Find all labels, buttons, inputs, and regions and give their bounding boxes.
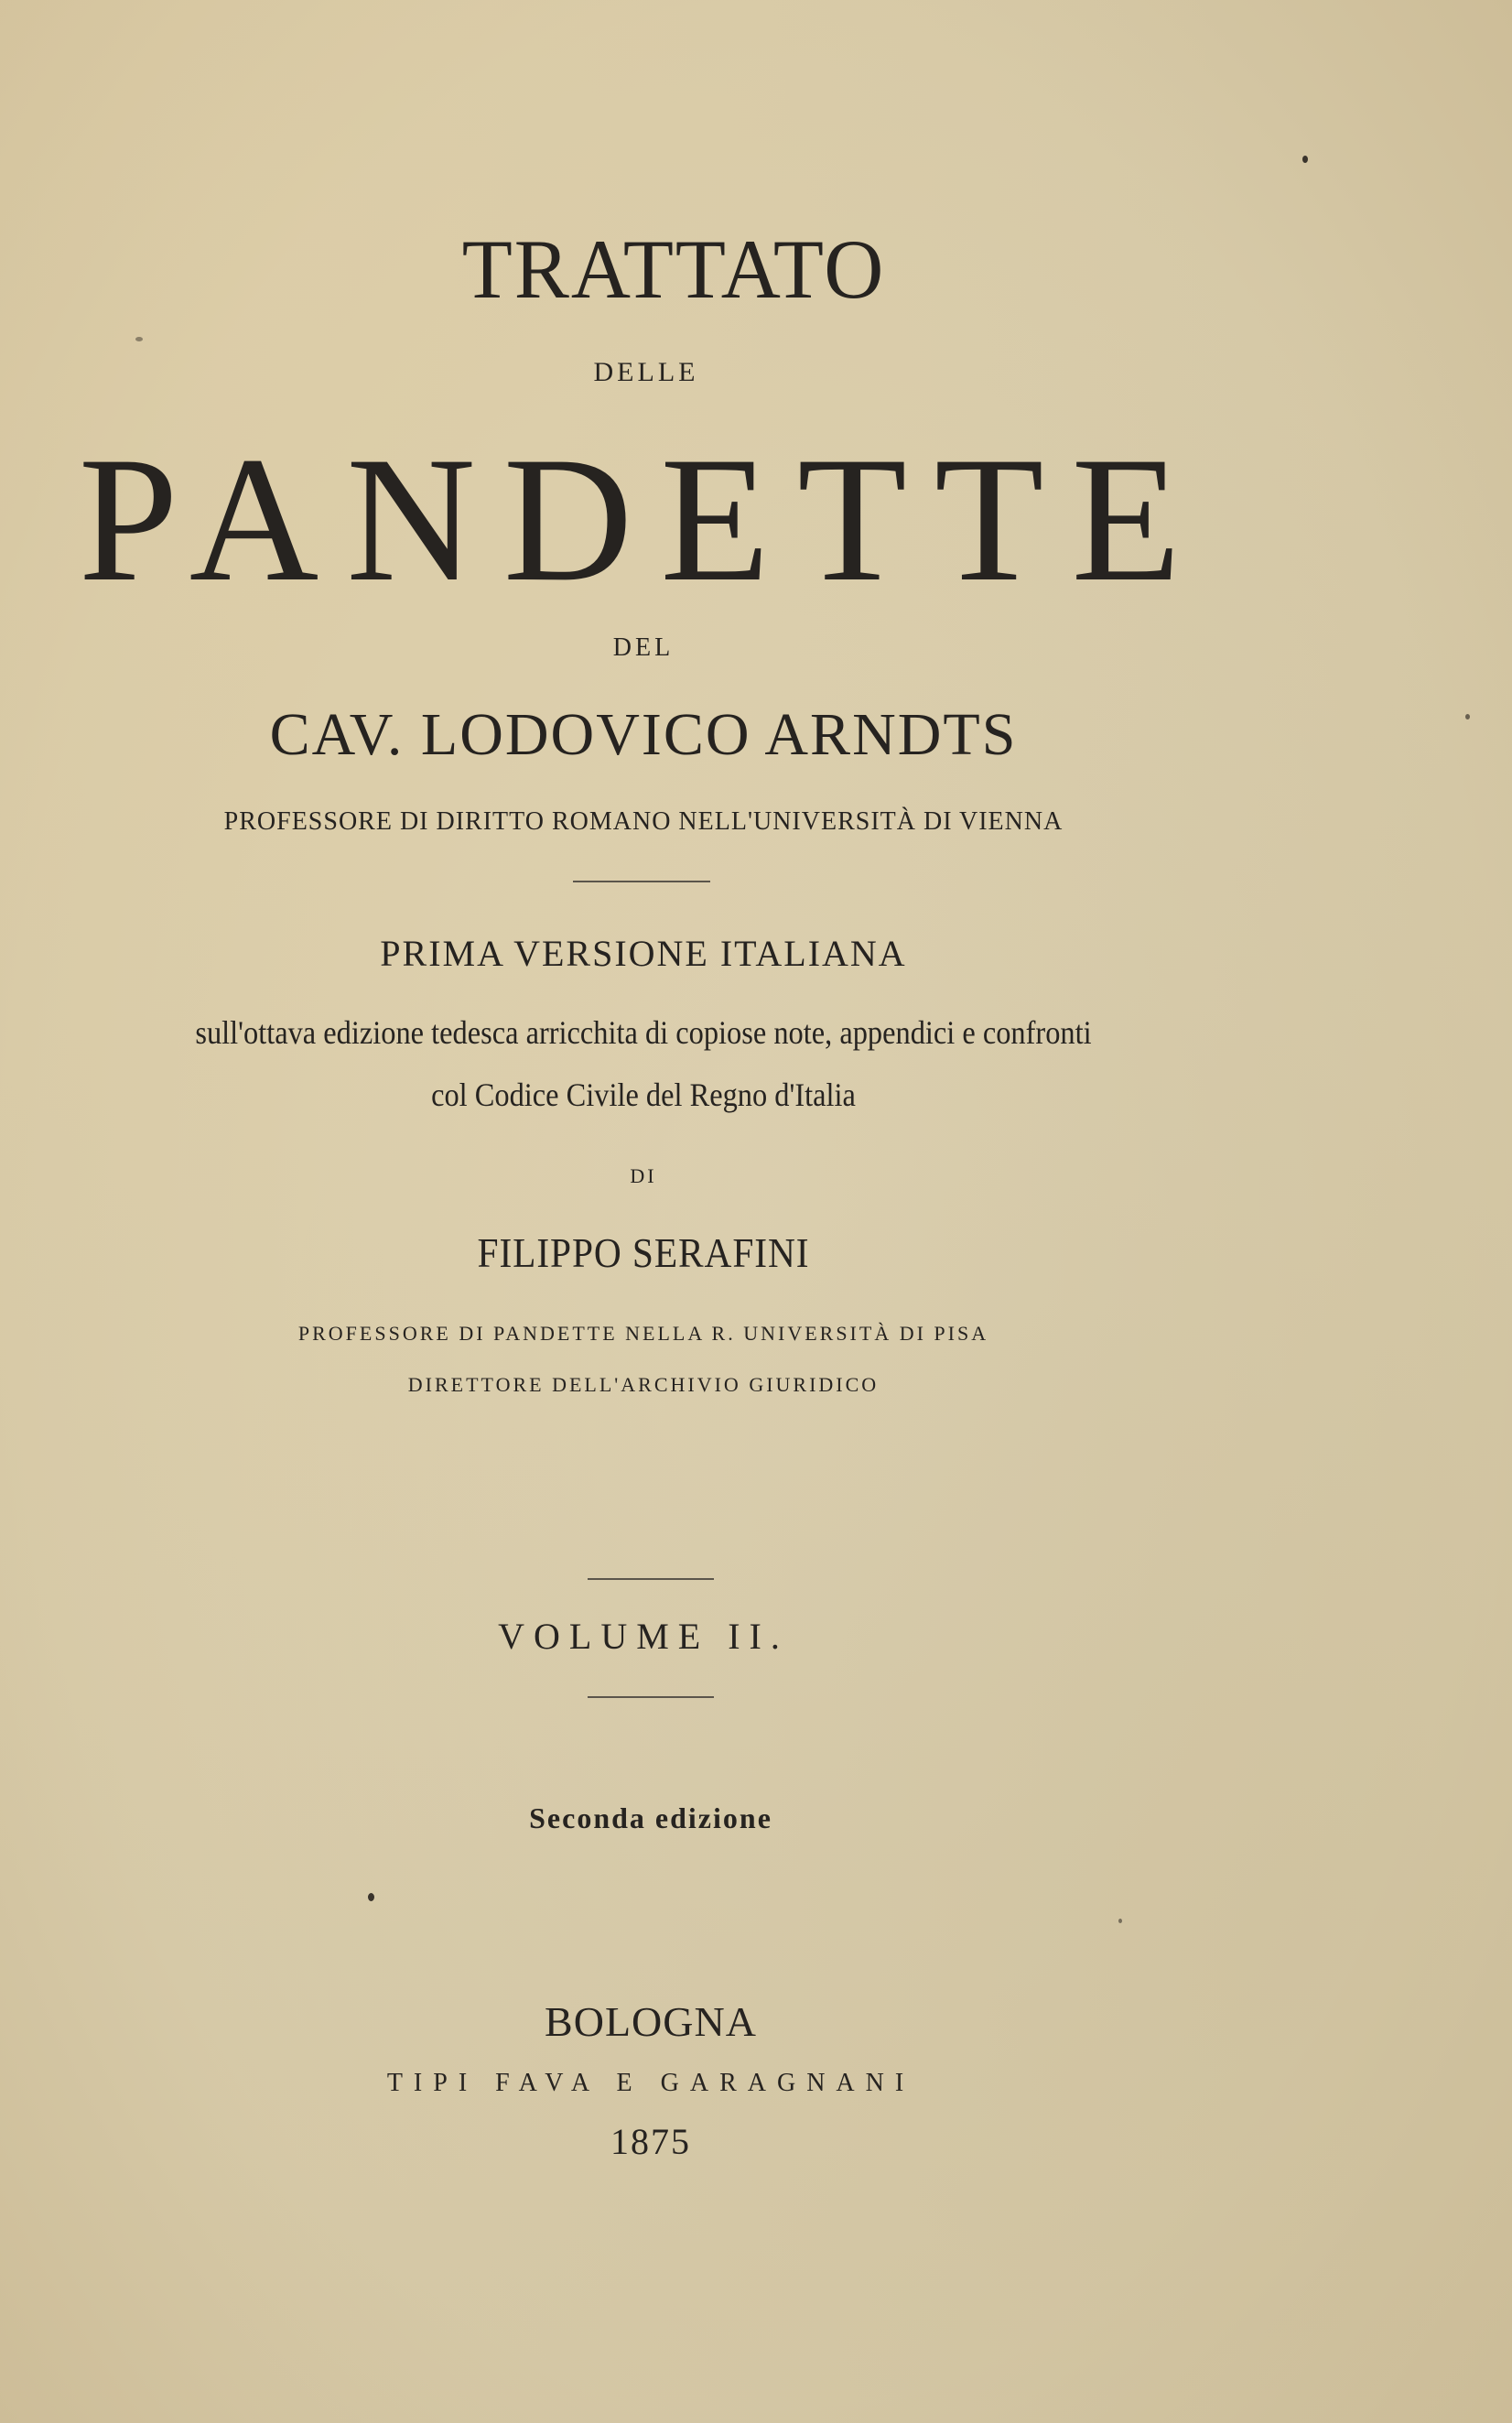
paper-speck: [135, 337, 143, 341]
divider-rule-volume-bottom: [588, 1696, 714, 1698]
imprint-year: 1875: [610, 2121, 691, 2162]
paper-speck: [1465, 714, 1470, 719]
volume-label: VOLUME II.: [498, 1616, 789, 1657]
translator-connector: DI: [630, 1164, 657, 1187]
translator-position-line2: DIRETTORE DELL'ARCHIVIO GIURIDICO: [407, 1373, 880, 1396]
divider-rule: [573, 881, 710, 882]
divider-rule-volume-top: [588, 1578, 714, 1580]
title-connector: DELLE: [593, 357, 699, 387]
author-name: CAV. LODOVICO ARNDTS: [269, 701, 1018, 768]
version-line: PRIMA VERSIONE ITALIANA: [380, 933, 907, 974]
description-line2: col Codice Civile del Regno d'Italia: [431, 1076, 856, 1113]
imprint-city: BOLOGNA: [545, 1998, 757, 2045]
author-position: PROFESSORE DI DIRITTO ROMANO NELL'UNIVERSITÀ DI VIENNA: [223, 807, 1064, 836]
edition-label: Seconda edizione: [529, 1801, 772, 1834]
paper-speck: [1302, 156, 1308, 163]
title-line1: TRATTATO: [461, 222, 886, 316]
paper-speck: [1118, 1919, 1122, 1923]
description-line1: sull'ottava edizione tedesca arricchita di copiose note, appendici e confronti: [195, 1014, 1092, 1051]
translator-position-line1: PROFESSORE DI PANDETTE NELLA R. UNIVERSITÀ DI PISA: [297, 1322, 989, 1345]
paper-speck: [368, 1893, 374, 1901]
main-title: PANDETTE: [78, 420, 1209, 619]
translator-name: FILIPPO SERAFINI: [477, 1229, 810, 1276]
author-connector: DEL: [612, 633, 675, 662]
imprint-printer: TIPI FAVA E GARAGNANI: [386, 2069, 915, 2097]
